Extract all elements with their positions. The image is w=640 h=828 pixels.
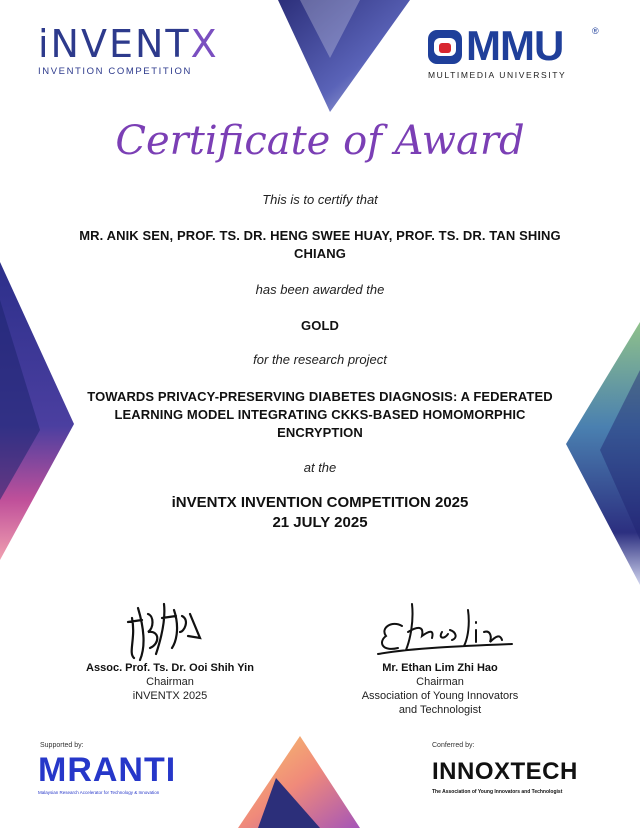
mmu-wordmark: MMU: [466, 22, 564, 69]
certificate-title: Certificate of Award: [115, 118, 525, 164]
project-title-line-3: ENCRYPTION: [277, 425, 363, 440]
inventx-subtitle: INVENTION COMPETITION: [38, 66, 192, 77]
signatory-ooi-role: Chairman: [146, 676, 194, 688]
inventx-wordmark: [38, 24, 238, 64]
mmu-registered-mark: ®: [592, 26, 599, 36]
innotech-logo: INNOXTECH: [432, 758, 578, 785]
signatory-ethan-org-line-2: and Technologist: [398, 704, 482, 716]
mmu-subtitle: MULTIMEDIA UNIVERSITY: [428, 70, 567, 80]
inventx-word-main: iNVENT: [38, 22, 191, 66]
signatory-ethan-name: Mr. Ethan Lim Zhi Hao: [382, 662, 498, 674]
signatory-ethan: [340, 661, 540, 717]
supported-by-label: Supported by:: [40, 742, 84, 749]
at-line: at the: [303, 460, 337, 475]
signature-ethan: [372, 596, 522, 662]
signatory-ooi: [60, 661, 280, 703]
signatory-ethan-org-line-1: Association of Young Innovators: [361, 690, 519, 702]
inventx-logo: [38, 24, 238, 77]
awarded-line: has been awarded the: [255, 282, 385, 297]
certify-line: This is to certify that: [262, 192, 378, 207]
innotech-subtitle: The Association of Young Innovators and Technologist: [432, 789, 563, 795]
mranti-subtitle: Malaysian Research Accelerator for Technology & Innovation: [38, 790, 160, 795]
mmu-logo-badge-dot: [439, 43, 451, 53]
event-date: 21 JULY 2025: [272, 514, 368, 531]
signatory-ooi-name: Assoc. Prof. Ts. Dr. Ooi Shih Yin: [86, 662, 254, 674]
inventx-word-x: X: [190, 22, 219, 66]
recipients-line-1: MR. ANIK SEN, PROF. TS. DR. HENG SWEE HUAY, PROF. TS. DR. TAN SHING: [79, 228, 561, 243]
signatory-ethan-role: Chairman: [416, 676, 464, 688]
award-level: GOLD: [301, 318, 339, 333]
event-name: iNVENTX INVENTION COMPETITION 2025: [171, 494, 469, 511]
signature-ooi: [120, 598, 210, 664]
conferred-by-label: Conferred by:: [432, 742, 475, 749]
project-line: for the research project: [253, 352, 387, 367]
project-title-line-1: TOWARDS PRIVACY-PRESERVING DIABETES DIAGNOSIS: A FEDERATED: [87, 389, 553, 404]
recipients-line-2: CHIANG: [294, 246, 346, 261]
signatory-ooi-org: iNVENTX 2025: [132, 690, 208, 702]
mranti-logo: MRANTI: [38, 751, 177, 789]
project-title-line-2: LEARNING MODEL INTEGRATING CKKS-BASED HOMOMORPHIC: [114, 407, 526, 422]
